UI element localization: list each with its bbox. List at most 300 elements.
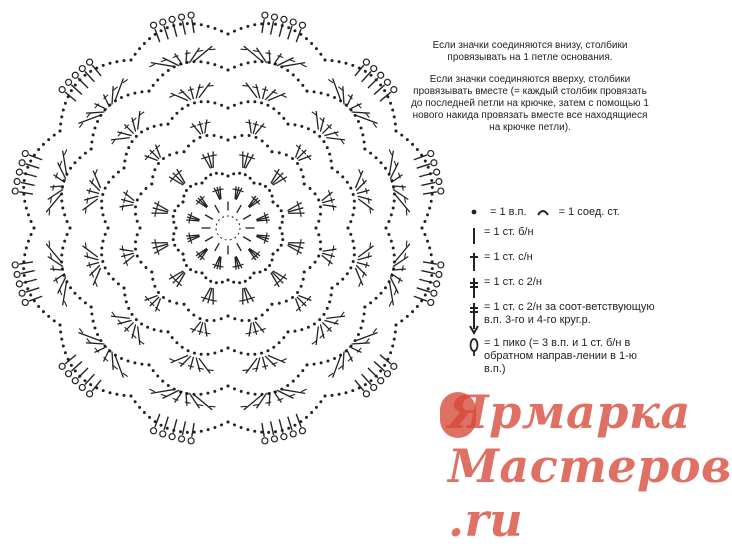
picot-post-mark: [421, 271, 435, 274]
chain-stitch-mark: [186, 22, 189, 25]
stitch-crossbar-mark: [389, 149, 392, 154]
note-bottom-join: Если значки соединяются внизу, столбики провязывать на 1 петле основания.: [410, 40, 650, 64]
stitch-crossbar-mark: [289, 394, 295, 396]
stitch-post-mark: [391, 175, 402, 183]
stitch-crossbar-mark: [149, 64, 154, 67]
single-crochet-bar-icon: [466, 226, 482, 250]
chain-stitch-mark: [248, 319, 251, 322]
chain-stitch-mark: [177, 249, 180, 252]
chain-stitch-mark: [293, 123, 296, 126]
chain-stitch-mark: [331, 394, 334, 397]
chain-stitch-mark: [285, 153, 288, 156]
chain-stitch-mark: [42, 143, 45, 146]
chain-stitch-mark: [233, 423, 236, 426]
chain-stitch-mark: [254, 393, 257, 396]
chain-stitch-mark: [300, 285, 303, 288]
chain-stitch-mark: [430, 179, 433, 182]
picot-loop-mark: [281, 434, 287, 440]
stitch-post-mark: [322, 322, 331, 331]
stitch-post-mark: [358, 246, 373, 257]
chain-stitch-mark: [305, 37, 308, 40]
chain-stitch-mark: [318, 318, 321, 321]
chain-stitch-mark: [104, 187, 107, 190]
chain-stitch-mark: [200, 23, 203, 26]
stitch-post-mark: [199, 322, 202, 335]
chain-stitch-mark: [23, 253, 26, 256]
chain-stitch-mark: [431, 267, 434, 270]
chain-stitch-mark: [215, 172, 218, 175]
chain-stitch-mark: [268, 264, 271, 267]
chain-stitch-mark: [364, 383, 367, 386]
chain-stitch-mark: [363, 148, 366, 151]
chain-stitch-mark: [78, 297, 81, 300]
chain-stitch-mark: [227, 33, 230, 36]
chain-stitch-mark: [29, 293, 32, 296]
chain-stitch-mark: [338, 60, 341, 63]
stitch-crossbar-mark: [206, 156, 212, 158]
picot-loop-mark: [290, 431, 296, 437]
chain-stitch-mark: [199, 393, 202, 396]
chain-stitch-mark: [276, 204, 279, 207]
stitch-crossbar-mark: [149, 389, 154, 392]
chain-stitch-mark: [303, 271, 306, 274]
stitch-crossbar-mark: [370, 208, 371, 214]
stitch-post-mark: [205, 323, 207, 337]
stitch-crossbar-mark: [281, 95, 287, 97]
chain-stitch-mark: [240, 63, 243, 66]
chain-stitch-mark: [291, 157, 294, 160]
chain-stitch-mark: [227, 139, 230, 142]
stitch-crossbar-mark: [253, 124, 259, 126]
stitch-post-mark: [120, 249, 134, 251]
chain-stitch-mark: [274, 23, 277, 26]
chain-stitch-mark: [139, 227, 142, 230]
chain-stitch-mark: [360, 127, 363, 130]
picot-post-mark: [362, 374, 371, 384]
picot-post-mark: [262, 423, 264, 437]
picot-loop-mark: [434, 281, 440, 287]
chain-stitch-mark: [138, 406, 141, 409]
stitch-crossbar-mark: [169, 95, 175, 97]
chain-stitch-mark: [64, 102, 67, 105]
chain-stitch-mark: [338, 393, 341, 396]
stitch-crossbar-mark: [366, 262, 368, 268]
chain-stitch-mark: [319, 213, 322, 216]
chain-stitch-mark: [148, 416, 151, 419]
chain-stitch-mark: [160, 123, 163, 126]
stitch-post-mark: [326, 138, 345, 140]
stitch-crossbar-mark: [239, 155, 245, 156]
chain-stitch-mark: [160, 330, 163, 333]
chain-stitch-mark: [92, 133, 95, 136]
stitch-crossbar-mark: [331, 253, 333, 259]
chain-stitch-mark: [143, 411, 146, 414]
picot-loop-mark: [79, 66, 85, 72]
chain-stitch-mark: [108, 62, 111, 65]
chain-stitch-mark: [104, 233, 107, 236]
stitch-crossbar-mark: [208, 85, 214, 86]
chain-stitch-mark: [287, 123, 290, 126]
chain-stitch-mark: [192, 314, 195, 317]
chain-stitch-mark: [351, 240, 354, 243]
chain-stitch-mark: [220, 387, 223, 390]
chain-stitch-mark: [148, 90, 151, 93]
chain-stitch-mark: [233, 317, 236, 320]
chain-stitch-mark: [207, 25, 210, 28]
chain-stitch-mark: [181, 346, 184, 349]
chain-stitch-mark: [134, 53, 137, 56]
chain-stitch-mark: [353, 207, 356, 210]
chain-stitch-mark: [361, 133, 364, 136]
picot-loop-mark: [12, 188, 18, 194]
chain-stitch-mark: [183, 150, 186, 153]
chain-stitch-mark: [331, 59, 334, 62]
chain-stitch-mark: [125, 153, 128, 156]
chain-stitch-mark: [301, 369, 304, 372]
chain-stitch-mark: [328, 300, 331, 303]
chain-stitch-mark: [406, 315, 409, 318]
chain-stitch-mark: [70, 364, 73, 367]
chain-stitch-mark: [167, 69, 170, 72]
picot-post-mark: [21, 182, 35, 185]
chain-stitch-mark: [185, 189, 188, 192]
chain-stitch-mark: [168, 300, 171, 303]
chain-stitch-mark: [172, 221, 175, 224]
chain-stitch-mark: [153, 328, 156, 331]
stitch-crossbar-mark: [60, 289, 62, 295]
chain-stitch-mark: [221, 281, 224, 284]
chain-stitch-mark: [213, 63, 216, 66]
chain-stitch-mark: [213, 102, 216, 105]
chain-stitch-mark: [60, 254, 63, 257]
center-ring-mark: [216, 216, 240, 240]
chain-stitch-mark: [400, 134, 403, 137]
chain-stitch-mark: [37, 305, 40, 308]
stitch-crossbar-mark: [161, 60, 167, 62]
chain-stitch-mark: [25, 207, 28, 210]
chain-stitch-mark: [379, 83, 382, 86]
chain-stitch-mark: [160, 424, 163, 427]
chain-stitch-mark: [172, 232, 175, 235]
chain-stitch-mark: [59, 331, 62, 334]
chain-stitch-mark: [361, 320, 364, 323]
chain-stitch-mark: [69, 167, 72, 170]
chain-stitch-mark: [123, 293, 126, 296]
chain-stitch-mark: [139, 261, 142, 264]
stitch-post-mark: [322, 253, 335, 256]
chain-stitch-mark: [393, 338, 396, 341]
stitch-post-mark: [86, 190, 99, 193]
chain-stitch-mark: [326, 146, 329, 149]
chain-stitch-mark: [336, 282, 339, 285]
chain-stitch-mark: [213, 134, 216, 137]
stitch-post-mark: [190, 86, 193, 99]
chain-stitch-mark: [193, 352, 196, 355]
chain-stitch-mark: [37, 148, 40, 151]
chain-stitch-mark: [135, 135, 138, 138]
stitch-crossbar-mark: [161, 394, 167, 396]
stitch-crossbar-mark: [206, 299, 212, 301]
chain-stitch-mark: [227, 421, 230, 424]
chain-stitch-mark: [341, 278, 344, 281]
chain-stitch-mark: [115, 393, 118, 396]
chain-stitch-mark: [89, 383, 92, 386]
chain-stitch-mark: [271, 259, 274, 262]
picot-post-mark: [192, 19, 194, 33]
chain-stitch-mark: [317, 220, 320, 223]
chain-stitch-mark: [357, 333, 360, 336]
chain-stitch-mark: [320, 92, 323, 95]
chain-stitch-mark: [233, 136, 236, 139]
chain-stitch-mark: [267, 22, 270, 25]
stitch-post-mark: [246, 83, 257, 98]
chain-stitch-mark: [253, 181, 256, 184]
chain-stitch-mark: [66, 233, 69, 236]
picot-loop-mark: [363, 391, 369, 397]
chain-stitch-mark: [424, 293, 427, 296]
chain-stitch-mark: [187, 104, 190, 107]
stitch-crossbar-mark: [262, 89, 268, 91]
chain-stitch-mark: [47, 315, 50, 318]
stitch-crossbar-mark: [209, 49, 215, 50]
stitch-post-mark: [86, 112, 104, 113]
chain-stitch-mark: [107, 272, 110, 275]
picot-loop-mark: [299, 428, 305, 434]
chain-stitch-mark: [175, 151, 178, 154]
chain-stitch-mark: [205, 134, 208, 137]
chain-stitch-mark: [240, 27, 243, 30]
chain-stitch-mark: [101, 193, 104, 196]
chain-stitch-mark: [62, 108, 65, 111]
chain-stitch-mark: [281, 221, 284, 224]
chain-stitch-mark: [83, 379, 86, 382]
chain-stitch-mark: [102, 64, 105, 67]
chain-stitch-mark: [357, 120, 360, 123]
picot-loop-mark: [290, 19, 296, 25]
chain-stitch-mark: [313, 322, 316, 325]
stitch-post-mark: [352, 112, 370, 113]
stitch-crossbar-mark: [265, 402, 271, 403]
stitch-crossbar-mark: [389, 301, 392, 306]
chain-stitch-mark: [293, 424, 296, 427]
stitch-post-mark: [138, 111, 140, 130]
chain-stitch-mark: [90, 148, 93, 151]
picot-loop-mark: [72, 72, 78, 78]
chain-stitch-mark: [246, 353, 249, 356]
chain-stitch-mark: [307, 127, 310, 130]
chain-stitch-mark: [177, 204, 180, 207]
picot-loop-mark: [436, 271, 442, 277]
chain-stitch-mark: [282, 336, 285, 339]
chain-stitch-mark: [70, 89, 73, 92]
chain-stitch-mark: [127, 360, 130, 363]
chain-stitch-mark: [152, 84, 155, 87]
chain-stitch-mark: [136, 199, 139, 202]
chain-stitch-mark: [247, 392, 250, 395]
picot-loop-mark: [271, 14, 277, 20]
stitch-crossbar-mark: [266, 218, 267, 224]
chain-stitch-mark: [266, 349, 269, 352]
picot-loop-mark: [384, 79, 390, 85]
chain-stitch-mark: [303, 183, 306, 186]
chain-stitch-mark: [281, 238, 284, 241]
stitch-post-mark: [243, 215, 251, 220]
chain-stitch-mark: [227, 107, 230, 110]
picot-loop-mark: [391, 87, 397, 93]
chain-stitch-mark: [293, 330, 296, 333]
chain-stitch-mark: [84, 301, 87, 304]
stitch-crossbar-mark: [188, 366, 194, 368]
chain-stitch-mark: [249, 177, 252, 180]
stitch-post-mark: [274, 391, 282, 402]
stitch-post-mark: [205, 215, 213, 220]
chain-stitch-mark: [143, 42, 146, 45]
picot-loop-mark: [179, 436, 185, 442]
chain-stitch-mark: [390, 240, 393, 243]
chain-stitch-mark: [345, 62, 348, 65]
picot-loop-mark: [16, 169, 22, 175]
chain-stitch-mark: [161, 380, 164, 383]
picot-loop-mark: [438, 262, 444, 268]
chain-stitch-mark: [310, 42, 313, 45]
picot-post-mark: [374, 362, 384, 371]
chain-stitch-mark: [400, 319, 403, 322]
chain-stitch-mark: [319, 53, 322, 56]
stitch-crossbar-mark: [262, 366, 268, 368]
picot-loop-mark: [281, 16, 287, 22]
chain-stitch-mark: [220, 136, 223, 139]
chain-stitch-mark: [389, 351, 392, 354]
chain-stitch-mark: [427, 287, 430, 290]
stitch-crossbar-mark: [85, 208, 86, 214]
chain-stitch-mark: [189, 268, 192, 271]
chain-stitch-mark: [157, 291, 160, 294]
chain-stitch-mark: [187, 309, 190, 312]
chain-stitch-mark: [233, 349, 236, 352]
chain-stitch-mark: [272, 253, 275, 256]
stitch-crossbar-mark: [53, 265, 54, 271]
chain-stitch-mark: [136, 233, 139, 236]
chain-stitch-mark: [172, 215, 175, 218]
chain-stitch-mark: [351, 64, 354, 67]
chain-stitch-mark: [352, 260, 355, 263]
chain-stitch-mark: [319, 240, 322, 243]
chain-stitch-mark: [60, 338, 63, 341]
chain-stitch-mark: [27, 213, 30, 216]
chain-stitch-mark: [133, 361, 136, 364]
stitch-crossbar-mark: [300, 239, 301, 245]
picot-post-mark: [368, 78, 378, 88]
chain-stitch-mark: [162, 296, 165, 299]
chain-stitch-mark: [134, 213, 137, 216]
chain-stitch-mark: [392, 247, 395, 250]
chain-stitch-mark: [264, 268, 267, 271]
stitch-crossbar-mark: [89, 188, 91, 194]
chain-stitch-mark: [33, 227, 36, 230]
picot-post-mark: [374, 85, 384, 94]
chain-stitch-mark: [352, 193, 355, 196]
stitch-post-mark: [199, 121, 202, 134]
chain-stitch-mark: [313, 131, 316, 134]
stitch-post-mark: [263, 357, 266, 370]
stitch-crossbar-mark: [95, 169, 97, 175]
chain-stitch-mark: [167, 330, 170, 333]
chain-stitch-mark: [227, 175, 230, 178]
stitch-crossbar-mark: [124, 253, 126, 259]
chain-stitch-mark: [102, 389, 105, 392]
stitch-crossbar-mark: [394, 289, 396, 295]
chain-stitch-mark: [391, 108, 394, 111]
notes: [410, 40, 650, 144]
chain-stitch-mark: [259, 182, 262, 185]
chain-stitch-mark: [133, 92, 136, 95]
chain-stitch-mark: [66, 220, 69, 223]
chain-stitch-mark: [58, 324, 61, 327]
picot-loop-mark: [299, 22, 305, 28]
stitch-crossbar-mark: [197, 124, 203, 126]
chain-stitch-mark: [427, 166, 430, 169]
chain-stitch-mark: [200, 430, 203, 433]
stitch-post-mark: [111, 316, 130, 318]
stitch-post-mark: [357, 263, 370, 266]
stitch-crossbar-mark: [370, 242, 371, 248]
chain-stitch-mark: [291, 296, 294, 299]
chain-stitch-mark: [309, 187, 312, 190]
chain-stitch-mark: [244, 173, 247, 176]
chain-stitch-mark: [93, 326, 96, 329]
picot-loop-mark: [179, 14, 185, 20]
chain-stitch-mark: [23, 274, 26, 277]
chain-stitch-mark: [313, 90, 316, 93]
chain-stitch-mark: [200, 353, 203, 356]
chain-stitch-mark: [240, 134, 243, 137]
chain-stitch-mark: [272, 201, 275, 204]
chain-stitch-mark: [317, 254, 320, 257]
stitch-crossbar-mark: [155, 239, 156, 245]
chain-stitch-mark: [227, 347, 230, 350]
chain-stitch-mark: [206, 392, 209, 395]
chain-stitch-mark: [125, 300, 128, 303]
chain-stitch-mark: [96, 120, 99, 123]
picot-loop-mark: [87, 391, 93, 397]
chain-stitch-mark: [238, 281, 241, 284]
chain-stitch-mark: [123, 287, 126, 290]
chain-stitch-mark: [53, 319, 56, 322]
picot-loop-mark: [66, 79, 72, 85]
chain-stitch-mark: [238, 172, 241, 175]
chain-stitch-mark: [30, 233, 33, 236]
chain-stitch-mark: [108, 391, 111, 394]
chain-stitch-mark: [302, 278, 305, 281]
stitch-crossbar-mark: [124, 197, 126, 203]
stitch-post-mark: [175, 391, 183, 402]
legend-dc-label: = 1 ст. с/н: [484, 251, 656, 264]
chain-stitch-mark: [306, 363, 309, 366]
chain-stitch-mark: [287, 26, 290, 29]
chain-stitch-mark: [244, 280, 247, 283]
chain-stitch-mark: [213, 319, 216, 322]
legend-tr-around-label: = 1 ст. с 2/н за соот-ветствующую в.п. 3-го и 4-го круг.р.: [484, 301, 656, 327]
picot-loop-mark: [431, 160, 437, 166]
chain-stitch-mark: [136, 220, 139, 223]
chain-stitch-mark: [416, 305, 419, 308]
stitch-crossbar-mark: [301, 64, 306, 67]
chain-stitch-mark: [136, 254, 139, 257]
chain-stitch-mark: [73, 292, 76, 295]
stitch-post-mark: [249, 120, 251, 134]
chain-stitch-mark: [179, 23, 182, 26]
picot-loop-mark: [188, 12, 194, 18]
